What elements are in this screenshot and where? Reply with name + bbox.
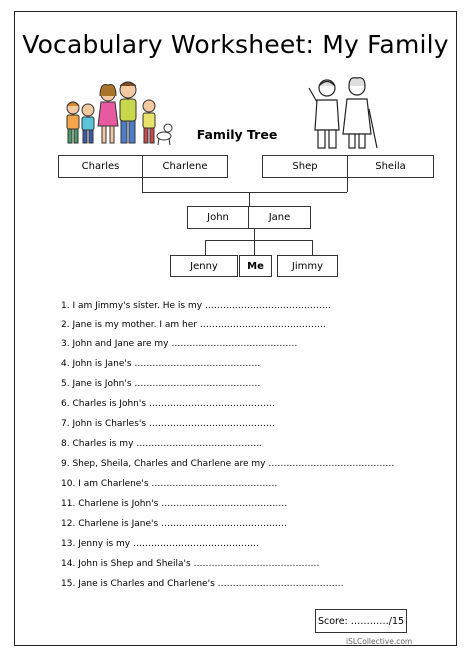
question-text: Jane is my mother. I am her …………………………………… — [72, 320, 326, 330]
question-text: Shep, Sheila, Charles and Charlene are my …………………………………… — [72, 459, 395, 469]
question-text: I am Jimmy's sister. He is my …………………………………… — [72, 301, 331, 311]
question-text: John is Jane's …………………………………… — [72, 359, 261, 369]
question-item — [61, 379, 260, 389]
question-number: 15. — [61, 579, 76, 589]
watermark: iSLCollective.com — [346, 637, 413, 646]
question-text: Charlene is John's …………………………………… — [78, 499, 288, 509]
question-text: I am Charlene's …………………………………… — [78, 479, 278, 489]
tree-box-jane: Jane — [248, 206, 311, 229]
question-number: 2. — [61, 320, 70, 330]
question-item — [61, 499, 287, 509]
tree-box-shep: Shep — [262, 155, 348, 178]
score-box: Score: …………/15 — [315, 609, 407, 633]
worksheet-title: Vocabulary Worksheet: My Family — [22, 30, 449, 59]
question-item — [61, 320, 326, 330]
question-item — [61, 301, 331, 311]
question-item — [61, 559, 320, 569]
question-text: Charles is my …………………………………… — [72, 439, 263, 449]
question-number: 4. — [61, 359, 70, 369]
question-item — [61, 539, 259, 549]
question-text: John and Jane are my …………………………………… — [72, 339, 298, 349]
question-item — [61, 339, 297, 349]
question-item — [61, 359, 260, 369]
question-number: 14. — [61, 559, 76, 569]
tree-connector — [347, 178, 348, 192]
question-number: 12. — [61, 519, 76, 529]
question-number: 8. — [61, 439, 70, 449]
question-item — [61, 519, 287, 529]
question-number: 5. — [61, 379, 70, 389]
question-text: Jane is Charles and Charlene's …………………………………… — [78, 579, 344, 589]
question-text: John is Charles's …………………………………… — [72, 419, 275, 429]
question-number: 13. — [61, 539, 76, 549]
question-item — [61, 459, 394, 469]
question-item — [61, 479, 277, 489]
question-item — [61, 439, 262, 449]
question-text: Jenny is my …………………………………… — [78, 539, 259, 549]
tree-box-me: Me — [239, 255, 272, 277]
question-number: 6. — [61, 399, 70, 409]
tree-box-charlene: Charlene — [142, 155, 228, 178]
tree-connector — [254, 229, 255, 255]
tree-box-jimmy: Jimmy — [277, 255, 338, 277]
question-item — [61, 419, 275, 429]
tree-box-charles: Charles — [58, 155, 143, 178]
question-number: 3. — [61, 339, 70, 349]
question-number: 10. — [61, 479, 76, 489]
question-number: 7. — [61, 419, 70, 429]
tree-box-sheila: Sheila — [347, 155, 434, 178]
tree-box-jenny: Jenny — [170, 255, 238, 277]
tree-connector — [142, 178, 143, 192]
tree-connector — [205, 240, 206, 255]
tree-connector — [249, 192, 250, 206]
question-text: John is Shep and Sheila's …………………………………… — [78, 559, 320, 569]
tree-box-john: John — [187, 206, 249, 229]
question-text: Charles is John's …………………………………… — [72, 399, 275, 409]
question-number: 1. — [61, 301, 70, 311]
question-item — [61, 579, 344, 589]
question-text: Jane is John's …………………………………… — [72, 379, 261, 389]
family-tree-title: Family Tree — [196, 127, 278, 142]
question-item — [61, 399, 275, 409]
question-text: Charlene is Jane's …………………………………… — [78, 519, 288, 529]
tree-connector — [312, 240, 313, 255]
question-number: 11. — [61, 499, 76, 509]
tree-connector — [142, 192, 347, 193]
tree-connector — [205, 240, 313, 241]
question-number: 9. — [61, 459, 70, 469]
